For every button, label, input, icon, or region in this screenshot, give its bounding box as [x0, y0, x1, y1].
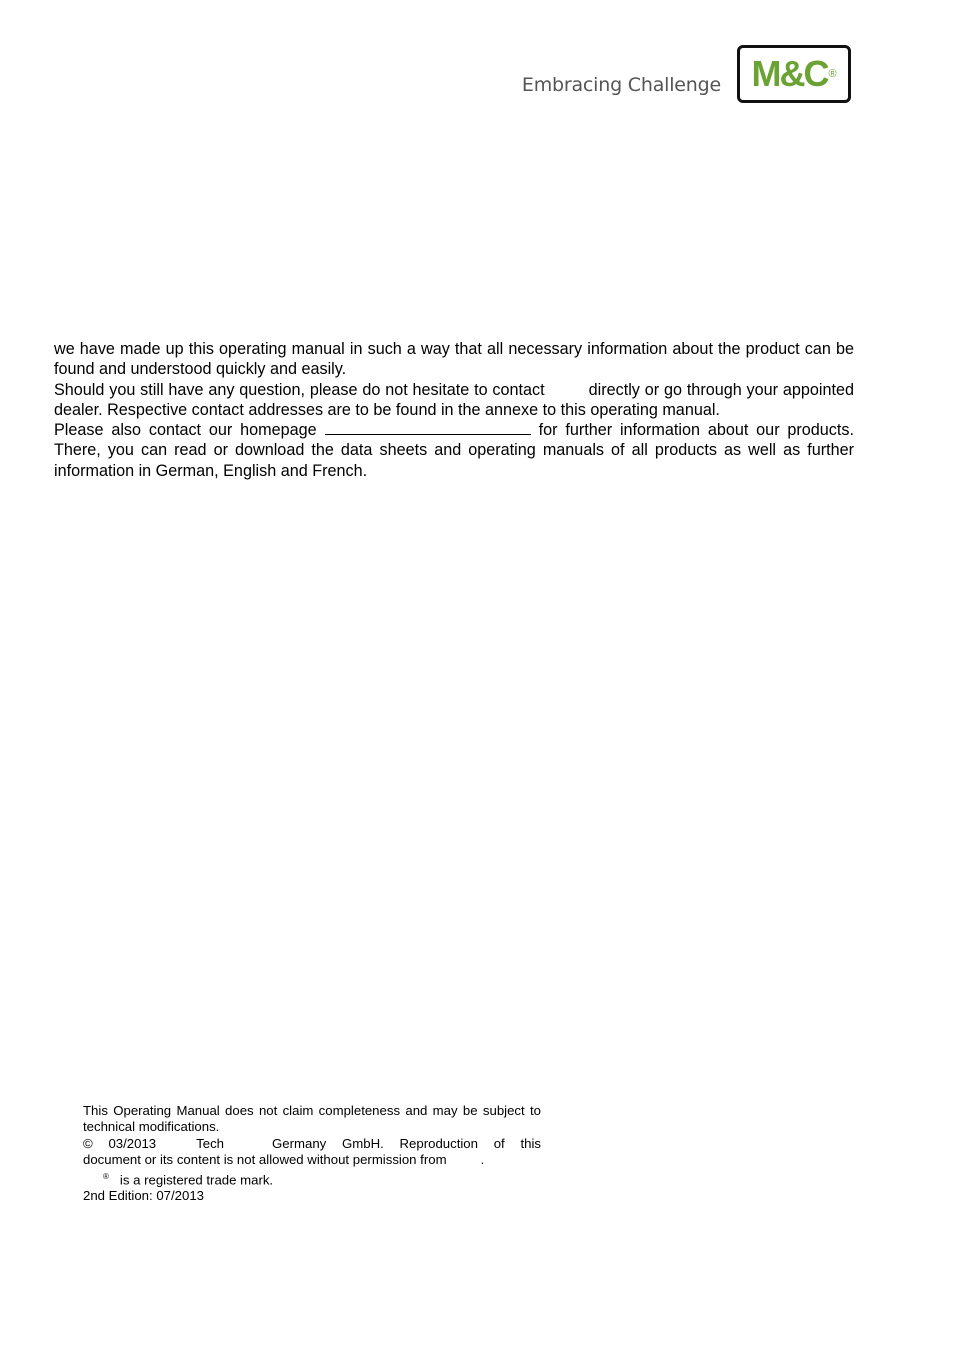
legal-notice	[83, 1103, 541, 1205]
logo-text: M&C	[751, 53, 828, 94]
intro-p2-part1: Should you still have any question, please do not hesitate to contact	[54, 380, 545, 399]
intro-p3-part2: for further information about our products. There, you can read or download the data sheets and operating manuals of all products as well as further information in German, English and French.	[54, 421, 854, 480]
copyright-company: Germany GmbH. Reproduction of this document or its content is not allowed without permission from	[83, 1135, 541, 1168]
tagline: Embracing Challenge	[521, 74, 721, 96]
page-header	[522, 44, 851, 104]
intro-text	[54, 339, 854, 481]
intro-p2-part2: directly or go through your appointed dealer. Respective contact addresses are to be found in the annexe to this operating manual.	[54, 380, 854, 419]
homepage-link[interactable]	[325, 420, 531, 435]
copyright-tech: Tech	[196, 1135, 225, 1151]
intro-paragraph-2	[54, 380, 854, 421]
edition-info: 2nd Edition: 07/2013	[83, 1188, 204, 1204]
intro-paragraph-1: we have made up this operating manual in such a way that all necessary information about the product can be found and understood quickly and easily.	[54, 340, 854, 379]
trademark-note	[83, 1169, 541, 1189]
legal-copyright	[83, 1136, 541, 1169]
trademark-text: is a registered trade mark.	[119, 1172, 274, 1188]
intro-p3-part1: Please also contact our homepage	[54, 421, 317, 440]
logo-registered-mark: ®	[828, 68, 837, 80]
brand-logo	[737, 45, 851, 103]
copyright-date: © 03/2013	[83, 1135, 157, 1151]
trademark-symbol: ®	[103, 1171, 109, 1181]
legal-disclaimer: This Operating Manual does not claim completeness and may be subject to technical modifications.	[83, 1103, 541, 1135]
copyright-period: .	[480, 1152, 485, 1168]
intro-paragraph-3	[54, 420, 854, 481]
